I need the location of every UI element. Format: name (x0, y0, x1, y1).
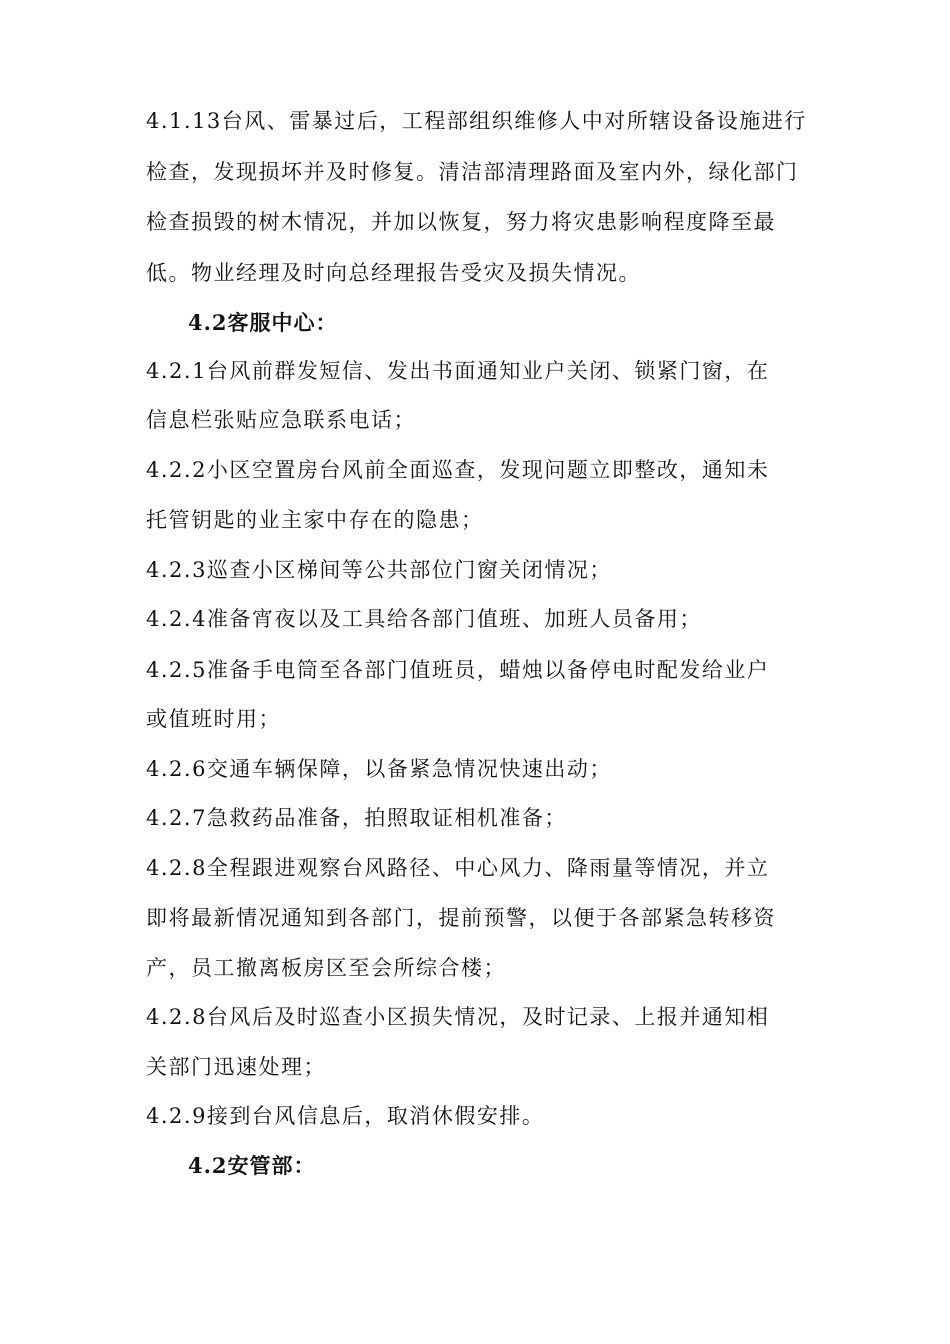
paragraph-4-1-13-line-2: 检查，发现损坏并及时修复。清洁部清理路面及室内外，绿化部门 (146, 160, 799, 184)
paragraph-4-1-13-line-1: 4.1.13台风、雷暴过后，工程部组织维修人中对所辖设备设施进行 (146, 109, 807, 133)
item-4-2-9: 4.2.9接到台风信息后，取消休假安排。 (146, 1104, 545, 1128)
item-4-2-7: 4.2.7急救药品准备，拍照取证相机准备； (146, 806, 567, 830)
section-heading-security: 4.2安管部： (188, 1153, 316, 1178)
paragraph-4-1-13-line-3: 检查损毁的树木情况，并加以恢复，努力将灾患影响程度降至最 (146, 210, 776, 234)
item-4-2-6: 4.2.6交通车辆保障，以备紧急情况快速出动； (146, 757, 612, 781)
item-4-2-8-line-1: 4.2.8全程跟进观察台风路径、中心风力、降雨量等情况，并立 (146, 856, 770, 880)
item-4-2-3: 4.2.3巡查小区梯间等公共部位门窗关闭情况； (146, 558, 612, 582)
item-4-2-1-line-2: 信息栏张贴应急联系电话； (146, 408, 416, 432)
item-4-2-2-line-2: 托管钥匙的业主家中存在的隐患； (146, 508, 484, 532)
item-4-2-8b-line-2: 关部门迅速处理； (146, 1055, 326, 1079)
item-4-2-8-line-2: 即将最新情况通知到各部门，提前预警，以便于各部紧急转移资 (146, 906, 776, 930)
item-4-2-8b-line-1: 4.2.8台风后及时巡查小区损失情况，及时记录、上报并通知相 (146, 1005, 770, 1029)
paragraph-4-1-13-line-4: 低。物业经理及时向总经理报告受灾及损失情况。 (146, 261, 641, 285)
section-heading-customer-service: 4.2客服中心： (188, 310, 338, 335)
item-4-2-1-line-1: 4.2.1台风前群发短信、发出书面通知业户关闭、锁紧门窗，在 (146, 359, 770, 383)
item-4-2-2-line-1: 4.2.2小区空置房台风前全面巡查，发现问题立即整改，通知未 (146, 458, 770, 482)
item-4-2-8-line-3: 产，员工撤离板房区至会所综合楼； (146, 956, 506, 980)
item-4-2-5-line-2: 或值班时用； (146, 707, 281, 731)
item-4-2-5-line-1: 4.2.5准备手电筒至各部门值班员，蜡烛以备停电时配发给业户 (146, 658, 770, 682)
item-4-2-4: 4.2.4准备宵夜以及工具给各部门值班、加班人员备用； (146, 607, 702, 631)
